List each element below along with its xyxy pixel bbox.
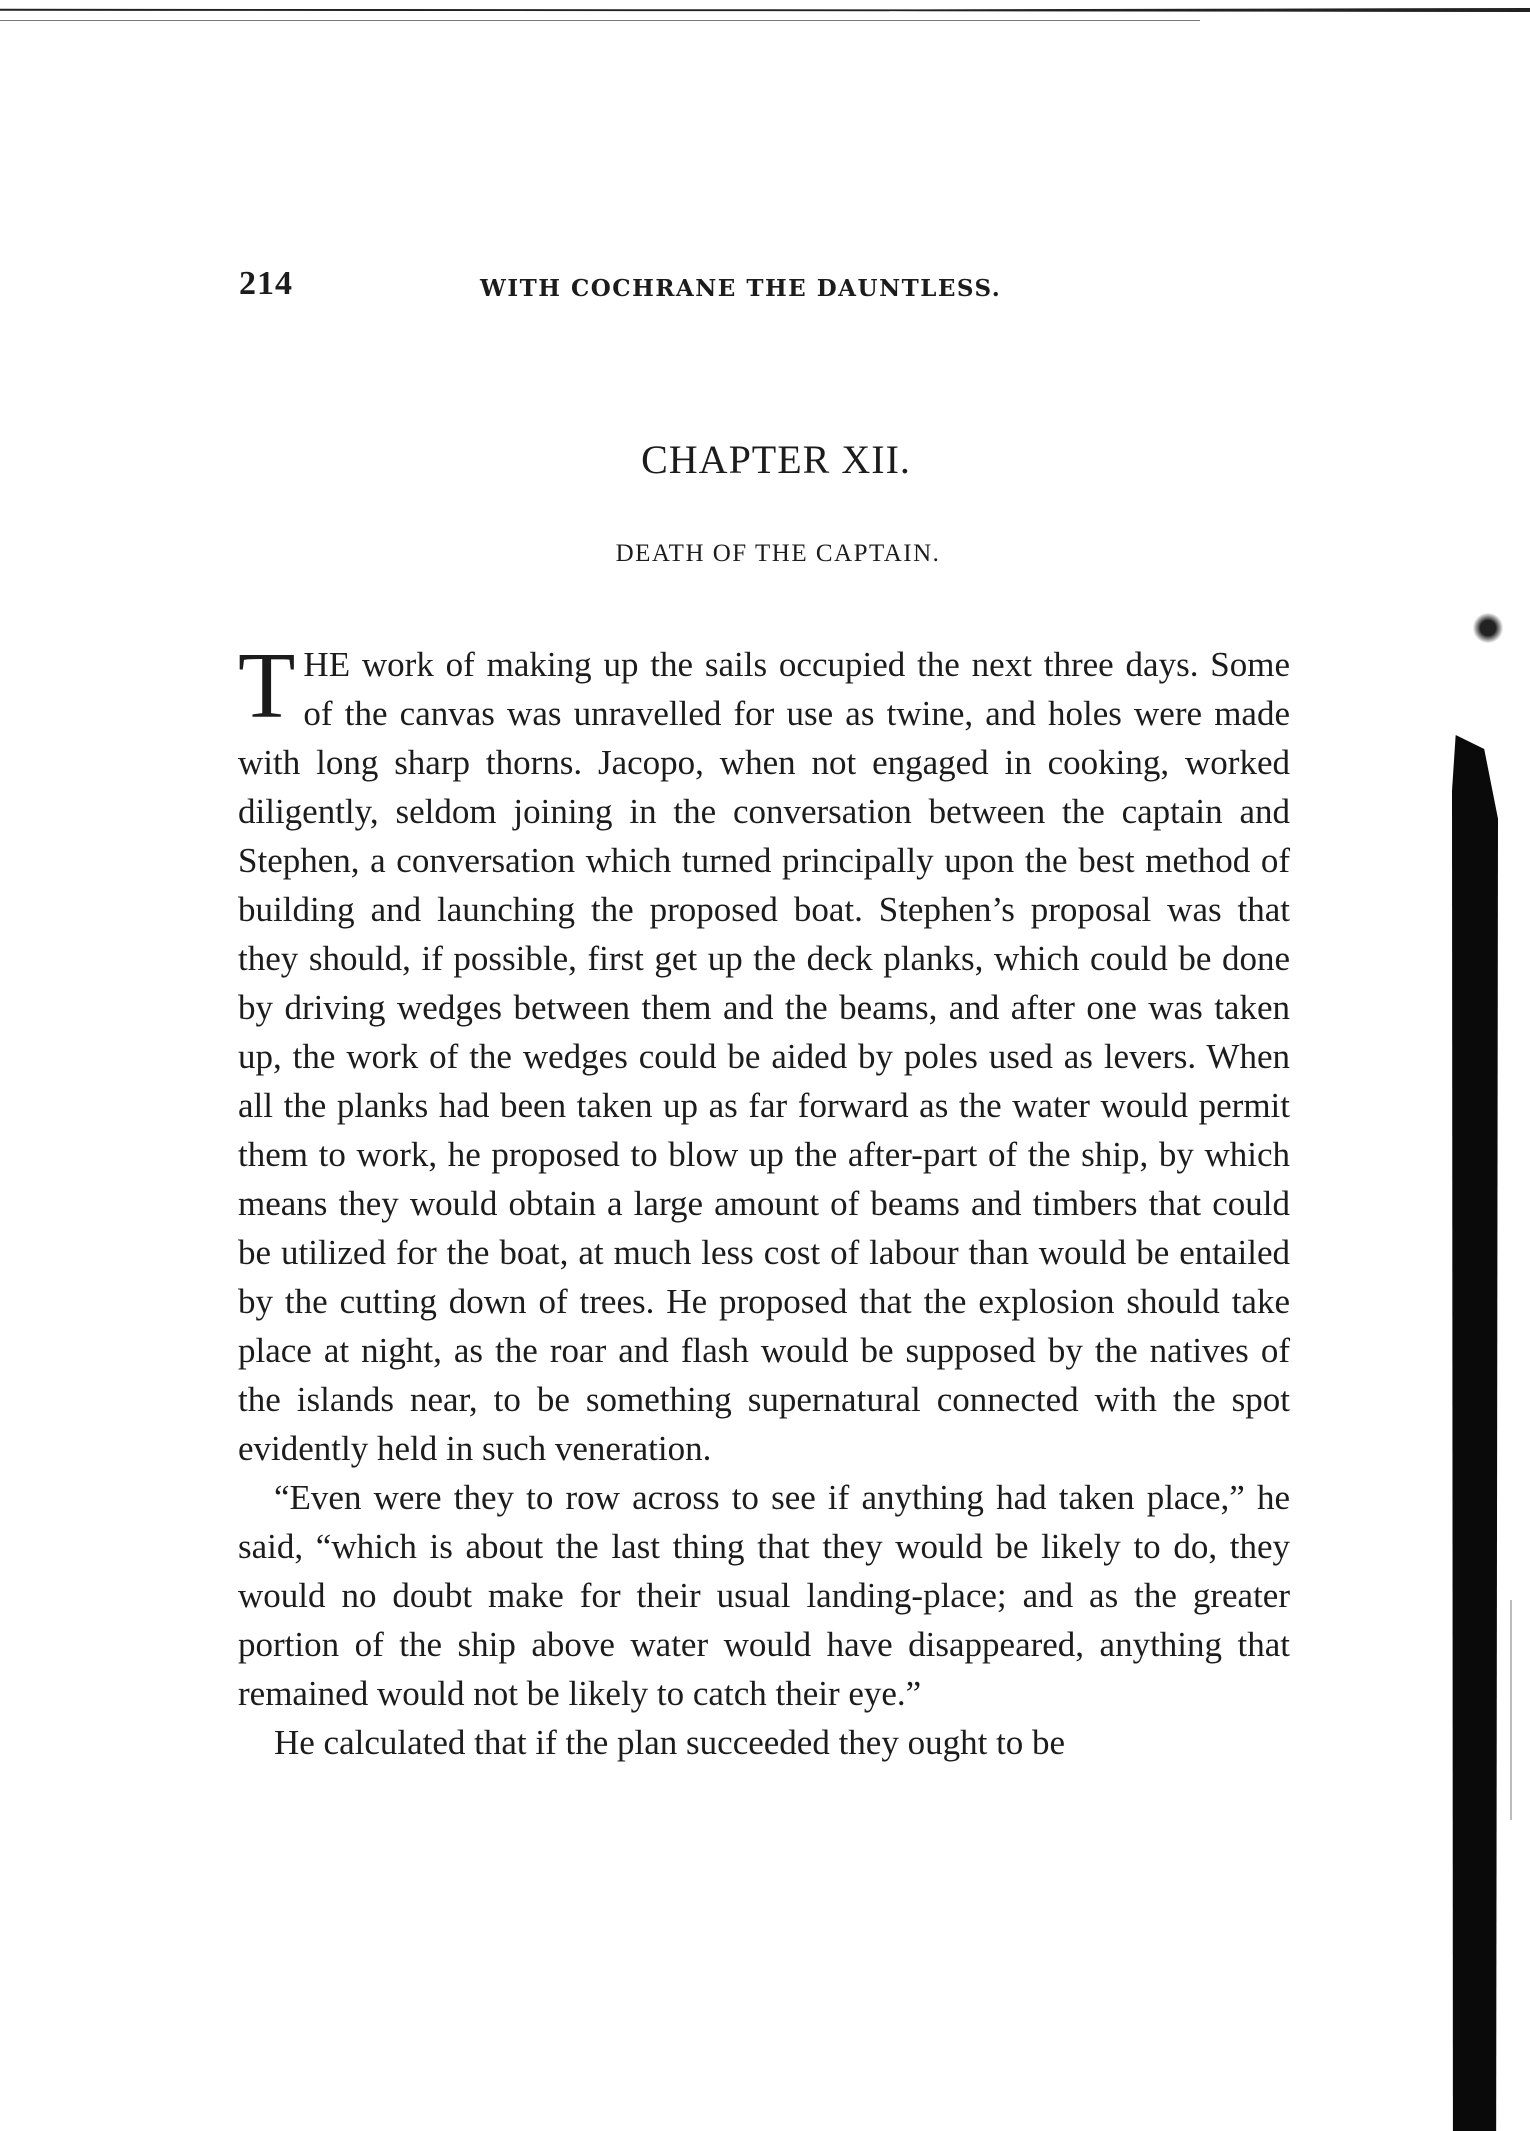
scan-ink-speck [1470, 610, 1506, 646]
drop-cap: T [238, 634, 296, 738]
chapter-title: CHAPTER XII. [641, 437, 911, 482]
scan-top-edge-line [0, 20, 1200, 21]
chapter-subtitle: DEATH OF THE CAPTAIN. [615, 540, 941, 567]
body-text [238, 634, 1290, 1767]
running-title: WITH COCHRANE THE DAUNTLESS. [480, 275, 1002, 302]
paragraph-1-text: HE work of making up the sails occupied the next three days. Some of the canvas was unravelled for use as twine, and holes were made with long sharp thorns. Jacopo, when not engaged in cooking, worked diligently, seldom joining in the conversation between the captain and Stephen, a conversation which turned principally upon the best method of building and launching the proposed boat. Stephen’s proposal was that they should, if possible, first get up the deck planks, which could be done by driving wedges between them and the beams, and after one was taken up, the work of the wedges could be aided by poles used as levers. When all the planks had been taken up as far forward as the water would permit them to work, he proposed to blow up the after-part of the ship, by which means they would obtain a large amount of beams and timbers that could be utilized for the boat, at much less cost of labour than would be entailed by the cutting down of trees. He proposed that the explosion should take place at night, as the roar and flash would be supposed by the natives of the islands near, to be something supernatural connected with the spot evidently held in such veneration. [238, 645, 1290, 1468]
paragraph-2: “Even were they to row across to see if anything had taken place,” he said, “which is about the last thing that they would be likely to do, they would no doubt make for their usual landing-place; and as the greater portion of the ship above water would have disappeared, anything that remained would not be likely to catch their eye.” [238, 1478, 1290, 1713]
scan-top-edge [0, 8, 1530, 12]
paragraph-1 [238, 634, 1290, 1473]
paragraph-3: He calculated that if the plan succeeded they ought to be [274, 1723, 1066, 1762]
page-number: 214 [239, 265, 293, 302]
scan-binding-shadow [1452, 735, 1498, 2131]
scan-edge-mark [1510, 1600, 1512, 1820]
